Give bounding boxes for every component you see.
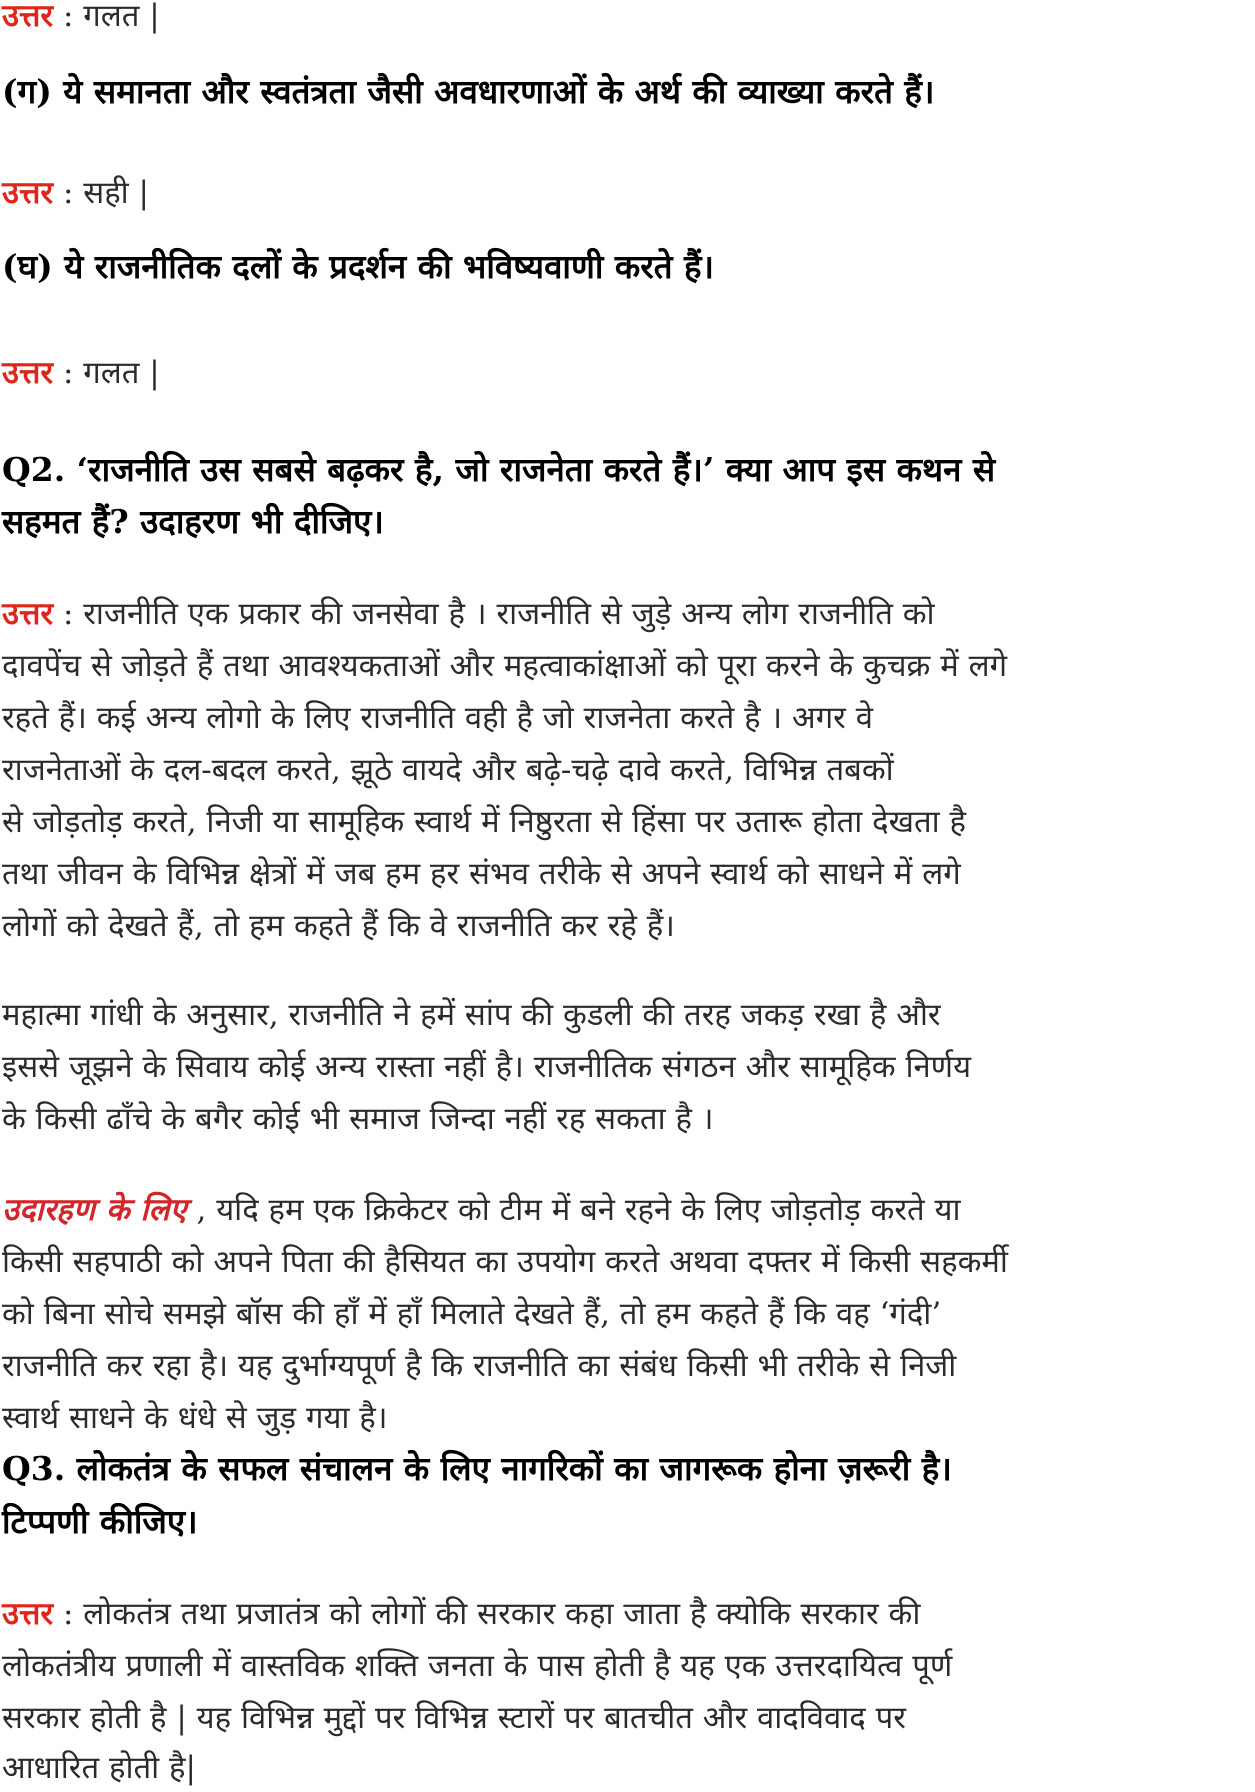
paragraph-text: , यदि हम एक क्रिकेटर को टीम में बने रहने के लिए जोड़तोड़ करते या [196,1192,961,1228]
question-3-line-2: टिप्पणी कीजिए। [2,1502,198,1541]
paragraph-line: आधारित होती है| [2,1750,196,1786]
paragraph-text: : राजनीति एक प्रकार की जनसेवा है । राजनीति से जुड़े अन्य लोग राजनीति को [62,596,935,632]
answer-text: : सही | [62,175,149,211]
answer-line [2,173,149,213]
paragraph-line: इससे जूझने के सिवाय कोई अन्य रास्ता नहीं है। राजनीतिक संगठन और सामूहिक निर्णय [2,1049,972,1085]
paragraph-line: महात्मा गांधी के अनुसार, राजनीति ने हमें सांप की कुडली की तरह जकड़ रखा है और [2,997,941,1033]
example-label: उदारहण के लिए [2,1192,187,1228]
answer-label: उत्तर [2,355,54,391]
paragraph-line [2,594,935,634]
question-gh: (घ) ये राजनीतिक दलों के प्रदर्शन की भविष्यवाणी करते हैं। [2,247,715,286]
answer-label: उत्तर [2,175,54,211]
paragraph-line: किसी सहपाठी को अपने पिता की हैसियत का उपयोग करते अथवा दफ्तर में किसी सहकर्मी [2,1244,1008,1280]
paragraph-line: दावपेंच से जोड़ते हैं तथा आवश्यकताओं और महत्वाकांक्षाओं को पूरा करने के कुचक्र में लगे [2,648,1008,684]
paragraph-line: सरकार होती है | यह विभिन्न मुद्दों पर विभिन्न स्टारों पर बातचीत और वादविवाद पर [2,1700,906,1736]
answer-line [2,0,160,36]
question-g: (ग) ये समानता और स्वतंत्रता जैसी अवधारणाओं के अर्थ की व्याख्या करते हैं। [2,72,935,111]
paragraph-line: से जोड़तोड़ करते, निजी या सामूहिक स्वार्थ में निष्ठुरता से हिंसा पर उतारू होता देखता है [2,804,966,840]
question-2-line-2: सहमत हैं? उदाहरण भी दीजिए। [2,502,384,541]
paragraph-line: तथा जीवन के विभिन्न क्षेत्रों में जब हम हर संभव तरीके से अपने स्वार्थ को साधने में लगे [2,856,961,892]
paragraph-line: स्वार्थ साधने के धंधे से जुड़ गया है। [2,1400,388,1436]
answer-label: उत्तर [2,596,54,632]
question-3-line-1: Q3. लोकतंत्र के सफल संचालन के लिए नागरिकों का जागरूक होना ज़रूरी है। [2,1449,952,1488]
answer-line [2,353,160,393]
paragraph-line [2,1190,961,1230]
answer-label: उत्तर [2,0,54,34]
question-2-line-1: Q2. ‘राजनीति उस सबसे बढ़कर है, जो राजनेता करते हैं।’ क्या आप इस कथन से [2,450,996,489]
paragraph-line: राजनीति कर रहा है। यह दुर्भाग्यपूर्ण है कि राजनीति का संबंध किसी भी तरीके से निजी [2,1348,957,1384]
paragraph-line: लोगों को देखते हैं, तो हम कहते हैं कि वे राजनीति कर रहे हैं। [2,908,675,944]
answer-text: : गलत | [62,355,160,391]
paragraph-line: राजनेताओं के दल-बदल करते, झूठे वायदे और बढ़े-चढ़े दावे करते, विभिन्न तबकों [2,752,894,788]
paragraph-line: के किसी ढाँचे के बगैर कोई भी समाज जिन्दा नहीं रह सकता है । [2,1101,714,1137]
paragraph-line: लोकतंत्रीय प्रणाली में वास्तविक शक्ति जनता के पास होती है यह एक उत्तरदायित्व पूर्ण [2,1648,953,1684]
paragraph-line [2,1594,920,1634]
paragraph-text: : लोकतंत्र तथा प्रजातंत्र को लोगों की सरकार कहा जाता है क्योकि सरकार की [62,1596,921,1632]
answer-label: उत्तर [2,1596,54,1632]
answer-text: : गलत | [62,0,160,34]
paragraph-line: को बिना सोचे समझे बॉस की हाँ में हाँ मिलाते देखते हैं, तो हम कहते हैं कि वह ‘गंदी’ [2,1296,942,1332]
paragraph-line: रहते हैं। कई अन्य लोगो के लिए राजनीति वही है जो राजनेता करते है । अगर वे [2,700,873,736]
